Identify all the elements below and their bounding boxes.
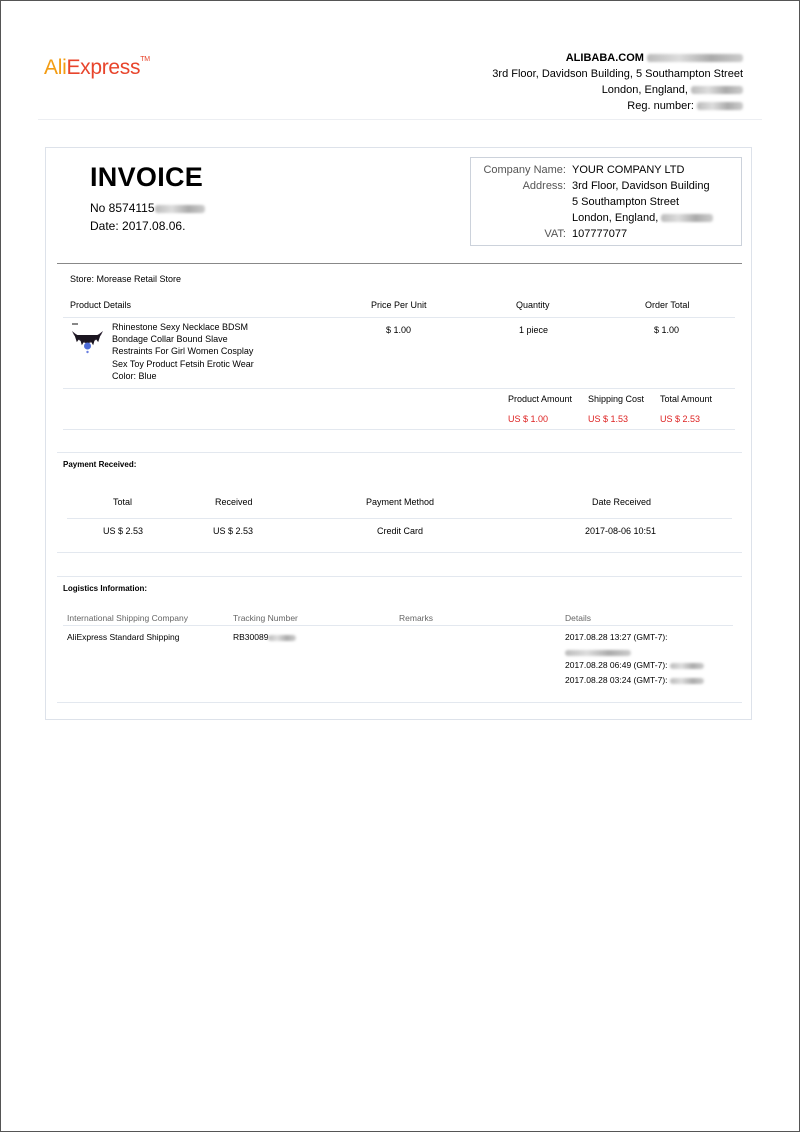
logistics-company-value: AliExpress Standard Shipping [67,632,180,642]
product-thumbnail [70,321,105,359]
header-order-total: Order Total [645,300,690,310]
product-total: $ 1.00 [654,325,680,335]
section-divider [57,452,742,453]
header-price-per-unit: Price Per Unit [371,300,427,310]
payment-received-value: US $ 2.53 [213,526,254,536]
section-divider [57,552,742,553]
product-amount-value: US $ 1.00 [508,414,549,424]
product-name-line: Restraints For Girl Women Cosplay [112,346,254,357]
order-section-divider [57,263,742,264]
shipping-cost-label: Shipping Cost [588,394,645,404]
shipping-cost-value: US $ 1.53 [588,414,629,424]
payment-header-method: Payment Method [366,497,435,507]
payment-total-value: US $ 2.53 [103,526,144,536]
payment-header-total: Total [113,497,133,507]
invoice-number: No 8574115 [90,201,205,215]
logistics-header-tracking: Tracking Number [233,613,298,623]
redacted-field [268,635,296,641]
buyer-address-label: Address: [522,180,566,192]
logistics-header-remarks: Remarks [399,613,434,623]
payment-header-received: Received [215,497,253,507]
section-divider [57,576,742,577]
product-quantity: 1 piece [519,325,549,335]
product-name-line: Sex Toy Product Fetsih Erotic Wear [112,358,254,369]
product-color: Color: Blue [112,370,157,381]
seller-company-block [492,50,743,114]
buyer-address-line2: 5 Southampton Street [572,196,680,208]
table-divider [63,317,735,318]
necklace-image [70,321,105,359]
table-divider [63,625,733,626]
logistics-tracking-value: RB30089 [233,632,296,642]
table-divider [63,429,735,430]
logistics-section-title: Logistics Information: [63,584,147,593]
redacted-field [661,214,713,222]
header-divider [38,119,762,120]
logistics-detail-line: 2017.08.28 06:49 (GMT-7): [565,660,704,670]
redacted-field [155,205,205,213]
buyer-vat-value: 107777077 [572,228,628,240]
logistics-detail-redacted [565,647,631,657]
seller-address-line1: 3rd Floor, Davidson Building, 5 Southampton Street [492,68,743,80]
product-name-line: Bondage Collar Bound Slave [112,334,228,345]
buyer-address-line3: London, England, [572,210,713,226]
total-amount-value: US $ 2.53 [660,414,701,424]
redacted-field [670,678,704,684]
logo-tm: TM [140,56,150,63]
invoice-date: Date: 2017.08.06. [90,219,186,233]
buyer-address-line1: 3rd Floor, Davidson Building [572,180,710,192]
product-amount-label: Product Amount [508,394,573,404]
product-name-line: Rhinestone Sexy Necklace BDSM [112,322,249,332]
redacted-field [670,663,704,669]
total-amount-label: Total Amount [660,394,713,404]
logistics-header-details: Details [565,613,591,623]
logistics-header-company: International Shipping Company [67,613,188,623]
buyer-vat-label: VAT: [544,228,566,240]
redacted-field [647,54,743,62]
payment-header-date: Date Received [592,497,652,507]
logo-express-text: Express [66,56,141,79]
buyer-company-label: Company Name: [483,164,566,176]
seller-address-line2: London, England, [601,84,688,96]
payment-section-title: Payment Received: [63,460,137,469]
buyer-company-value: YOUR COMPANY LTD [572,164,685,176]
logistics-detail-line: 2017.08.28 03:24 (GMT-7): [565,675,704,685]
product-price: $ 1.00 [386,325,412,335]
header-quantity: Quantity [516,300,550,310]
aliexpress-logo [44,56,150,80]
invoice-title: INVOICE [90,162,204,192]
seller-reg-label: Reg. number: [627,100,694,112]
product-description [112,321,272,382]
logistics-detail-line: 2017.08.28 13:27 (GMT-7): [565,632,668,642]
logo-ali-text: Ali [44,56,67,79]
redacted-field [697,102,743,110]
header-product-details: Product Details [70,300,132,310]
section-divider [57,702,742,703]
redacted-field [565,650,631,656]
table-divider [67,518,732,519]
redacted-field [691,86,743,94]
payment-method-value: Credit Card [377,526,424,536]
payment-date-value: 2017-08-06 10:51 [585,526,657,536]
store-name: Store: Morease Retail Store [70,274,182,284]
seller-name: ALIBABA.COM [565,52,644,64]
table-divider [63,388,735,389]
buyer-info-box [470,157,742,246]
